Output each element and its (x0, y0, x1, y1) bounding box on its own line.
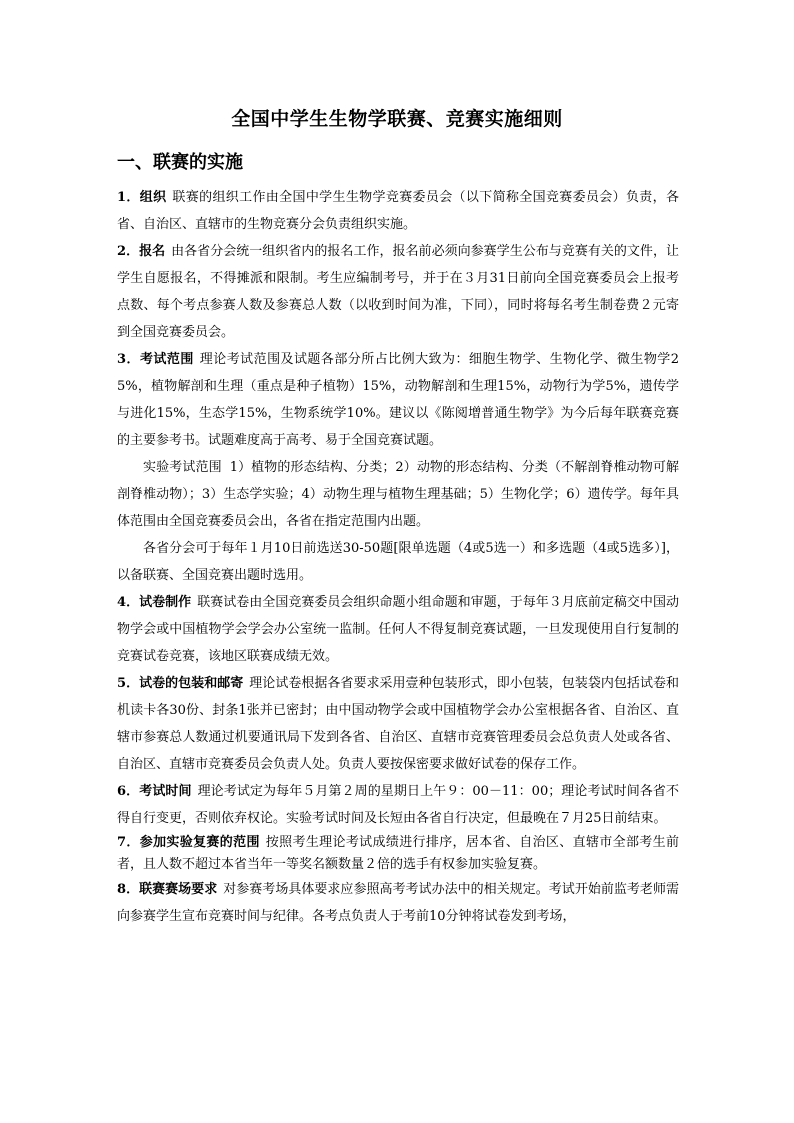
item-text: 1）植物的形态结构、分类；2）动物的形态结构、分类（不解剖脊椎动物可解剖脊椎动物）；3）生态学实验；4）动物生理与植物生理基础；5）生物化学；6）遗传学。每年具体范围由全国竞赛委员会出，各省在指定范围内出题。 (117, 460, 679, 529)
item-sub-label: 实验考试范围 (143, 460, 222, 475)
item-text: 由各省分会统一组织省内的报名工作，报名前必须向参赛学生公布与竞赛有关的文件，让学生自愿报名，不得摊派和限制。考生应编制考号，并于在３月31日前向全国竞赛委员会上报考点数、每个考点参赛人数及参赛总人数（以收到时间为准，下同），同时将每名考生制卷费２元寄到全国竞赛委员会。 (117, 244, 679, 340)
item-number: 3． (117, 352, 140, 367)
document-title: 全国中学生生物学联赛、竞赛实施细则 (231, 108, 563, 130)
paragraph (117, 876, 679, 930)
item-label: 考试时间 (139, 784, 192, 799)
item-text: 理论试卷根据各省要求采用壹种包装形式，即小包装，包装袋内包括试卷和机读卡各30份、封条1张并已密封；由中国动物学会或中国植物学会办公室根据各省、自治区、直辖市参赛总人数通过机要通讯局下发到各省、自治区、直辖市竞赛管理委员会总负责人处或各省、自治区、直辖市竞赛委员会负责人处。负责人要按保密要求做好试卷的保存工作。 (117, 676, 679, 772)
paragraph (117, 778, 679, 832)
item-text: 理论考试范围及试题各部分所占比例大致为：细胞生物学、生物化学、微生物学25%，植物解剖和生理（重点是种子植物）15%，动物解剖和生理15%，动物行为学5%，遗传学与进化15%，生态学15%，生物系统学10%。建议以《陈阅增普通生物学》为今后每年联赛竞赛的主要参考书。试题难度高于高考、易于全国竞赛试题。 (117, 352, 679, 448)
item-text: 联赛的组织工作由全国中学生生物学竞赛委员会（以下简称全国竞赛委员会）负责，各省、自治区、直辖市的生物竞赛分会负责组织实施。 (117, 190, 679, 232)
item-number: 2． (117, 244, 140, 259)
paragraph (117, 535, 679, 589)
paragraph (117, 184, 679, 238)
item-text: 联赛试卷由全国竞赛委员会组织命题小组命题和审题，于每年３月底前定稿交中国动物学会或中国植物学会学会办公室统一监制。任何人不得复制竞赛试题，一旦发现使用自行复制的竞赛试卷竞赛，该地区联赛成绩无效。 (117, 595, 679, 664)
item-label: 参加实验复赛的范围 (139, 835, 260, 850)
item-label: 试卷制作 (139, 595, 192, 610)
item-number: 6． (117, 784, 140, 799)
item-label: 报名 (139, 244, 166, 259)
document-body (117, 184, 679, 930)
paragraph (117, 670, 679, 778)
item-number: 8． (117, 882, 140, 897)
item-number: 5． (117, 676, 140, 691)
item-text: 各省分会可于每年１月10日前选送30-50题[限单选题（4或5选一）和多选题（4或5选多）]，以备联赛、全国竞赛出题时选用。 (117, 541, 679, 583)
item-number: 7． (117, 835, 140, 850)
item-number: 1． (117, 190, 140, 205)
section-heading: 一、联赛的实施 (117, 152, 243, 173)
item-label: 考试范围 (139, 352, 194, 367)
paragraph (117, 238, 679, 346)
paragraph (117, 589, 679, 670)
paragraph (117, 454, 679, 535)
item-text: 按照考生理论考试成绩进行排序，居本省、自治区、直辖市全部考生前者，且人数不超过本省当年一等奖名额数量２倍的选手有权参加实验复赛。 (117, 835, 679, 872)
item-number: 4． (117, 595, 140, 610)
item-label: 试卷的包装和邮寄 (139, 676, 244, 691)
item-label: 联赛赛场要求 (139, 882, 218, 897)
paragraph (117, 346, 679, 454)
item-text: 理论考试定为每年５月第２周的星期日上午９：00－11：00；理论考试时间各省不得自行变更，否则依弃权论。实验考试时间及长短由各省自行决定，但最晚在７月25日前结束。 (117, 784, 679, 826)
item-label: 组织 (139, 190, 167, 205)
paragraph (117, 832, 679, 876)
item-text: 对参赛考场具体要求应参照高考考试办法中的相关规定。考试开始前监考老师需向参赛学生宣布竞赛时间与纪律。各考点负责人于考前10分钟将试卷发到考场， (117, 882, 679, 924)
